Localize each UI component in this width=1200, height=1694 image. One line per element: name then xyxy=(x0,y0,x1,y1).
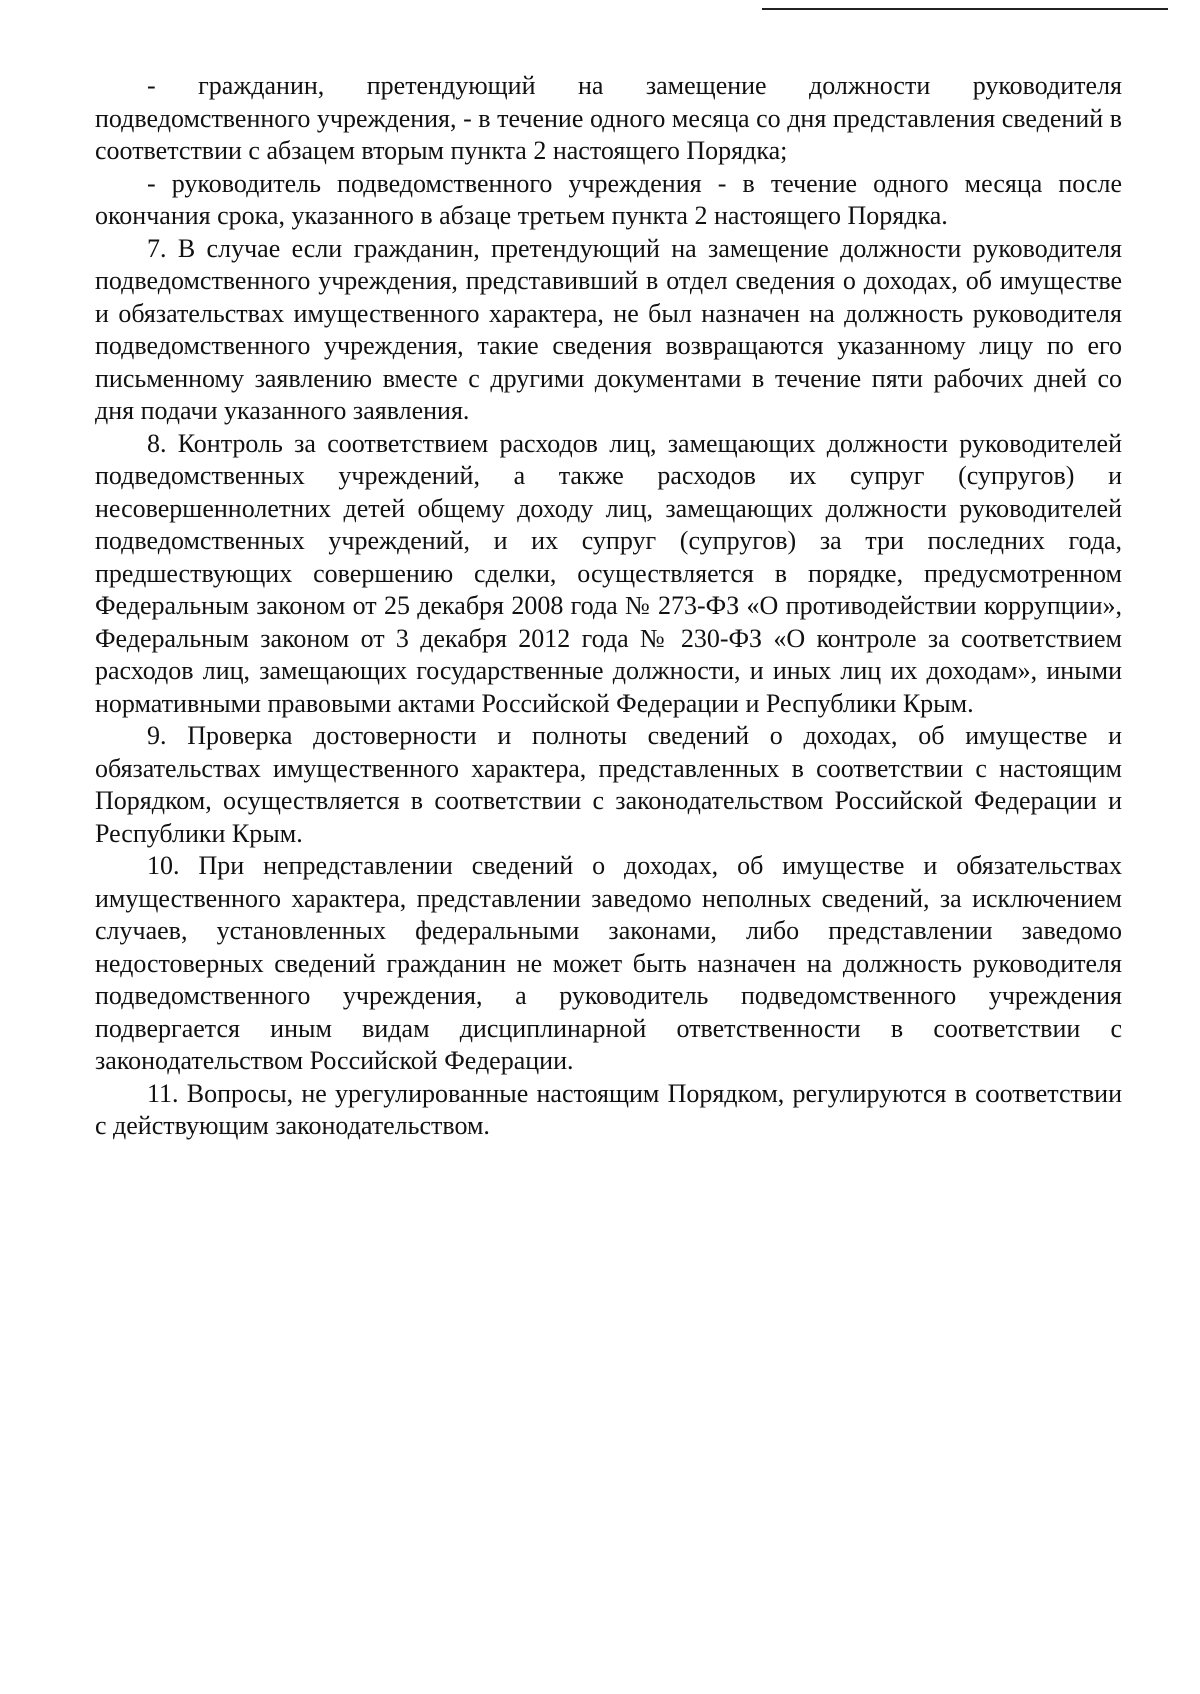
document-body xyxy=(95,70,1122,1143)
top-rule xyxy=(762,8,1168,10)
paragraph-11: 11. Вопросы, не урегулированные настоящим Порядком, регулируются в соответствии с действующим законодательством. xyxy=(95,1078,1122,1140)
paragraph-applicant-deadline: - гражданин, претендующий на замещение должности руководителя подведомственного учреждения, - в течение одного месяца со дня представления сведений в соответствии с абзацем вторым пункта 2 настоящего Порядка; xyxy=(95,71,1122,165)
paragraph-8: 8. Контроль за соответствием расходов лиц, замещающих должности руководителей подведомственных учреждений, а также расходов их супруг (супругов) и несовершеннолетних детей общему доходу лиц, замещающих должности руководителей подведомственных учреждений, и их супруг (супругов) за три последних года, предшествующих совершению сделки, осуществляется в порядке, предусмотренном Федеральным законом от 25 декабря 2008 года № 273-ФЗ «О противодействии коррупции», Федеральным законом от 3 декабря 2012 года № 230-ФЗ «О контроле за соответствием расходов лиц, замещающих государственные должности, и иных лиц их доходам», иными нормативными правовыми актами Российской Федерации и Республики Крым. xyxy=(95,428,1122,718)
paragraph-7: 7. В случае если гражданин, претендующий на замещение должности руководителя подведомственного учреждения, представивший в отдел сведения о доходах, об имуществе и обязательствах имущественного характера, не был назначен на должность руководителя подведомственного учреждения, такие сведения возвращаются указанному лицу по его письменному заявлению вместе с другими документами в течение пяти рабочих дней со дня подачи указанного заявления. xyxy=(95,233,1122,425)
paragraph-10: 10. При непредставлении сведений о доходах, об имуществе и обязательствах имущественного характера, представлении заведомо неполных сведений, за исключением случаев, установленных федеральными законами, либо представлении заведомо недостоверных сведений гражданин не может быть назначен на должность руководителя подведомственного учреждения, а руководитель подведомственного учреждения подвергается иным видам дисциплинарной ответственности в соответствии с законодательством Российской Федерации. xyxy=(95,851,1122,1075)
paragraph-head-deadline: - руководитель подведомственного учреждения - в течение одного месяца после окончания срока, указанного в абзаце третьем пункта 2 настоящего Порядка. xyxy=(95,168,1122,230)
paragraph-9: 9. Проверка достоверности и полноты сведений о доходах, об имуществе и обязательствах имущественного характера, представленных в соответствии с настоящим Порядком, осуществляется в соответствии с законодательством Российской Федерации и Республики Крым. xyxy=(95,721,1122,848)
